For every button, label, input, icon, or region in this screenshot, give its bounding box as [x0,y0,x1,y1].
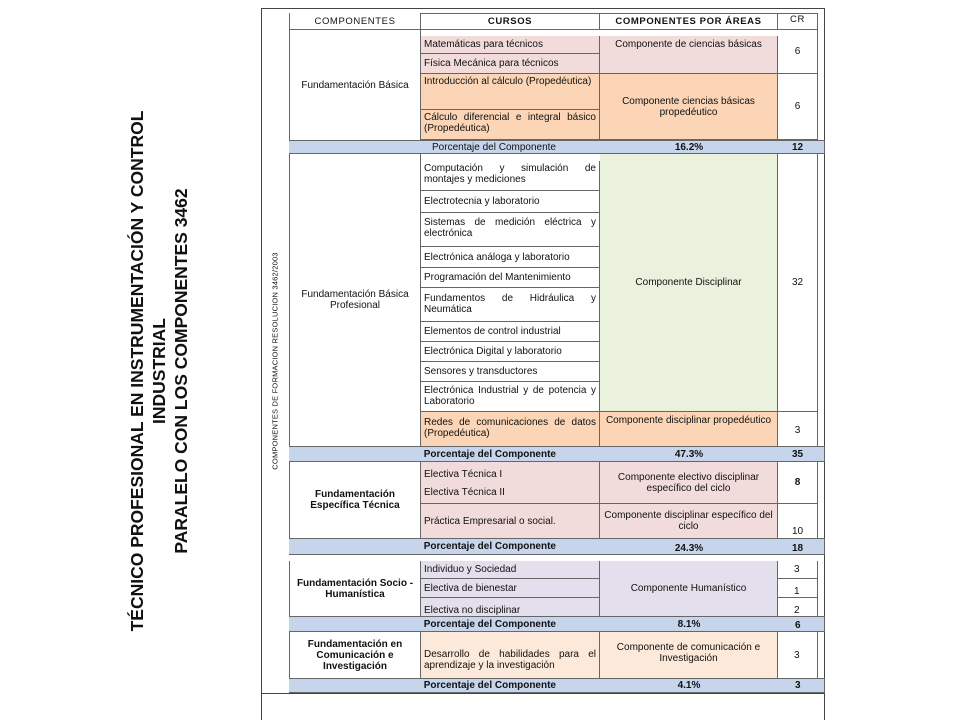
course-practica-empresarial: Práctica Empresarial o social. [421,504,600,538]
section-name-basica: Fundamentación Básica [289,30,421,140]
pct-profesional: 47.3% [600,446,778,462]
area-disciplinar-propedeutico: Componente disciplinar propedéutico [600,412,778,446]
cr-disciplinar-propedeutico: 3 [778,412,818,446]
pct-basica: 16.2% [600,140,778,154]
course-programacion-mantenimiento: Programación del Mantenimiento [421,268,600,288]
area-comunicacion-investigacion: Componente de comunicación e Investigación [600,632,778,678]
course-electiva-no-disciplinar: Electiva no disciplinar [421,598,600,616]
header-cursos: CURSOS [421,13,600,30]
total-humanistica: 6 [778,616,825,632]
area-disciplinar-especifico: Componente disciplinar específico del ciclo [600,504,778,538]
title-line-1: TÉCNICO PROFESIONAL EN INSTRUMENTACIÓN Y CONTROL [127,110,147,632]
section-name-comunicacion: Fundamentación en Comunicación e Investigación [289,632,421,678]
cr-electiva-no-disciplinar: 2 [778,598,818,616]
cr-electiva-bienestar: 1 [778,579,818,598]
total-profesional: 35 [778,446,825,462]
header-por-areas: COMPONENTES POR ÁREAS [600,13,778,30]
course-sistemas-medicion: Sistemas de medición eléctrica y electrónica [421,213,600,247]
title-line-3: PARALELO CON LOS COMPONENTES 3462 [171,188,191,554]
course-introduccion-calculo: Introducción al cálculo (Propedéutica) [421,74,600,110]
course-electronica-analoga: Electrónica análoga y laboratorio [421,247,600,268]
pct-comunicacion: 4.1% [600,678,778,693]
side-label-text: COMPONENTES DE FORMACION RESOLUCION 3462/2003 [270,252,280,470]
cr-individuo-sociedad: 3 [778,561,818,579]
cr-disciplinar: 32 [778,154,818,412]
cr-disciplinar-especifico: 10 [778,504,818,538]
course-matematicas: Matemáticas para técnicos [421,36,600,54]
document-title [111,76,207,666]
course-elementos-control: Elementos de control industrial [421,322,600,342]
course-hidraulica-neumatica: Fundamentos de Hidráulica y Neumática [421,288,600,322]
table-frame-bottom [261,693,825,694]
total-comunicacion: 3 [778,678,825,693]
title-line-2: INDUSTRIAL [149,318,169,424]
course-electiva-tecnica-1: Electiva Técnica I [421,462,600,487]
area-ciencias-basicas-propedeutico: Componente ciencias básicas propedéutico [600,74,778,140]
pct-label-profesional: Porcentaje del Componente [289,446,600,462]
header-cr: CR [778,13,818,30]
cr-ciencias-basicas-propedeutico: 6 [778,74,818,140]
course-computacion: Computación y simulación de montajes y mediciones [421,161,600,191]
course-electrotecnia: Electrotecnia y laboratorio [421,191,600,213]
pct-tecnica: 24.3% [600,538,778,555]
header-componentes: COMPONENTES [289,13,421,30]
course-calculo-diferencial: Cálculo diferencial e integral básico (Propedéutica) [421,110,600,140]
area-humanistico: Componente Humanístico [600,561,778,616]
course-redes-comunicaciones: Redes de comunicaciones de datos (Propedéutica) [421,412,600,446]
course-individuo-sociedad: Individuo y Sociedad [421,561,600,579]
area-electivo-disciplinar: Componente electivo disciplinar específico del ciclo [600,462,778,504]
course-electronica-industrial: Electrónica Industrial y de potencia y Laboratorio [421,382,600,412]
section-name-humanistica: Fundamentación Socio - Humanística [289,561,421,616]
section-name-profesional: Fundamentación Básica Profesional [289,154,421,446]
course-electronica-digital: Electrónica Digital y laboratorio [421,342,600,362]
section-name-tecnica: Fundamentación Específica Técnica [289,462,421,538]
total-basica: 12 [778,140,825,154]
area-disciplinar: Componente Disciplinar [600,154,778,412]
course-sensores: Sensores y transductores [421,362,600,382]
course-electiva-bienestar: Electiva de bienestar [421,579,600,598]
side-label [262,30,288,693]
pct-label-humanistica: Porcentaje del Componente [289,616,600,632]
cr-electivo-disciplinar: 8 [778,462,818,504]
pct-humanistica: 8.1% [600,616,778,632]
pct-label-basica: Porcentaje del Componente [289,140,600,154]
total-tecnica: 18 [778,538,825,555]
area-ciencias-basicas: Componente de ciencias básicas [600,36,778,74]
pct-label-comunicacion: Porcentaje del Componente [289,678,600,693]
course-fisica: Física Mecánica para técnicos [421,54,600,74]
cr-ciencias-basicas: 6 [778,30,818,74]
course-electiva-tecnica-2: Electiva Técnica II [421,487,600,504]
course-habilidades-aprendizaje: Desarrollo de habilidades para el aprendizaje y la investigación [421,632,600,678]
pct-label-tecnica: Porcentaje del Componente [289,538,600,555]
cr-comunicacion: 3 [778,632,818,678]
